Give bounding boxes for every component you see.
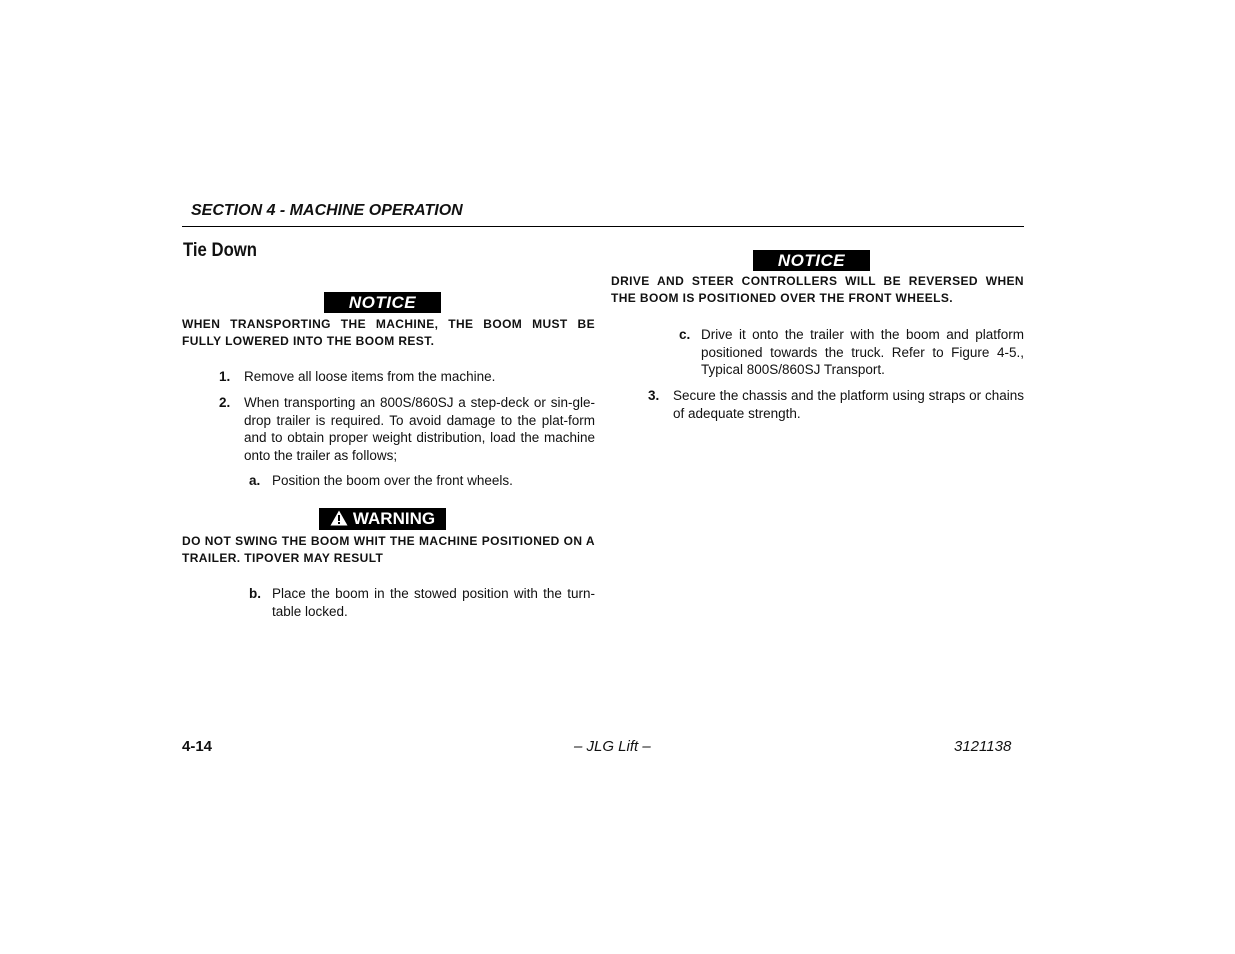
- warning-triangle-icon: [330, 510, 348, 526]
- step-2b-text: Place the boom in the stowed position with the turn-table locked.: [272, 586, 595, 619]
- page-heading: Tie Down: [183, 240, 258, 261]
- notice-text-left: WHEN TRANSPORTING THE MACHINE, THE BOOM MUST BE FULLY LOWERED INTO THE BOOM REST.: [182, 317, 595, 348]
- step-2-text: When transporting an 800S/860SJ a step-deck or sin-gle-drop trailer is required. To avoid damage to the plat-form and to obtain proper weight distribution, load the machine onto the trailer as follows;: [244, 395, 595, 463]
- step-1-text: Remove all loose items from the machine.: [244, 369, 496, 384]
- step-3: [648, 387, 1024, 422]
- step-3-text: Secure the chassis and the platform using straps or chains of adequate strength.: [673, 388, 1024, 421]
- step-2b: [249, 585, 595, 620]
- header-rule: [182, 226, 1024, 227]
- step-2c-text: Drive it onto the trailer with the boom and platform positioned towards the truck. Refer to Figure 4-5., Typical 800S/860SJ Transport.: [701, 327, 1024, 377]
- step-1: [219, 368, 595, 386]
- warning-text: DO NOT SWING THE BOOM WHIT THE MACHINE POSITIONED ON A TRAILER. TIPOVER MAY RESULT: [182, 534, 595, 565]
- step-2b-letter: b.: [249, 586, 261, 601]
- page-number: 4-14: [182, 738, 213, 755]
- step-2a: [249, 472, 595, 490]
- step-2a-text: Position the boom over the front wheels.: [272, 473, 513, 488]
- step-2: [219, 394, 595, 464]
- notice-badge-right: NOTICE: [753, 250, 870, 271]
- step-2c: [679, 326, 1024, 379]
- warning-label: WARNING: [352, 509, 436, 528]
- document-number: 3121138: [954, 738, 1012, 755]
- notice-text-right: DRIVE AND STEER CONTROLLERS WILL BE REVERSED WHEN THE BOOM IS POSITIONED OVER THE FRONT WHEELS.: [611, 274, 1024, 305]
- footer-center: – JLG Lift –: [574, 738, 651, 755]
- step-2a-letter: a.: [249, 473, 261, 488]
- notice-badge-left: NOTICE: [324, 292, 441, 313]
- step-2c-letter: c.: [679, 327, 691, 342]
- section-title: SECTION 4 - MACHINE OPERATION: [191, 202, 463, 219]
- step-1-number: 1.: [219, 369, 231, 384]
- step-3-number: 3.: [648, 388, 660, 403]
- warning-badge: [319, 508, 446, 530]
- step-2-number: 2.: [219, 395, 231, 410]
